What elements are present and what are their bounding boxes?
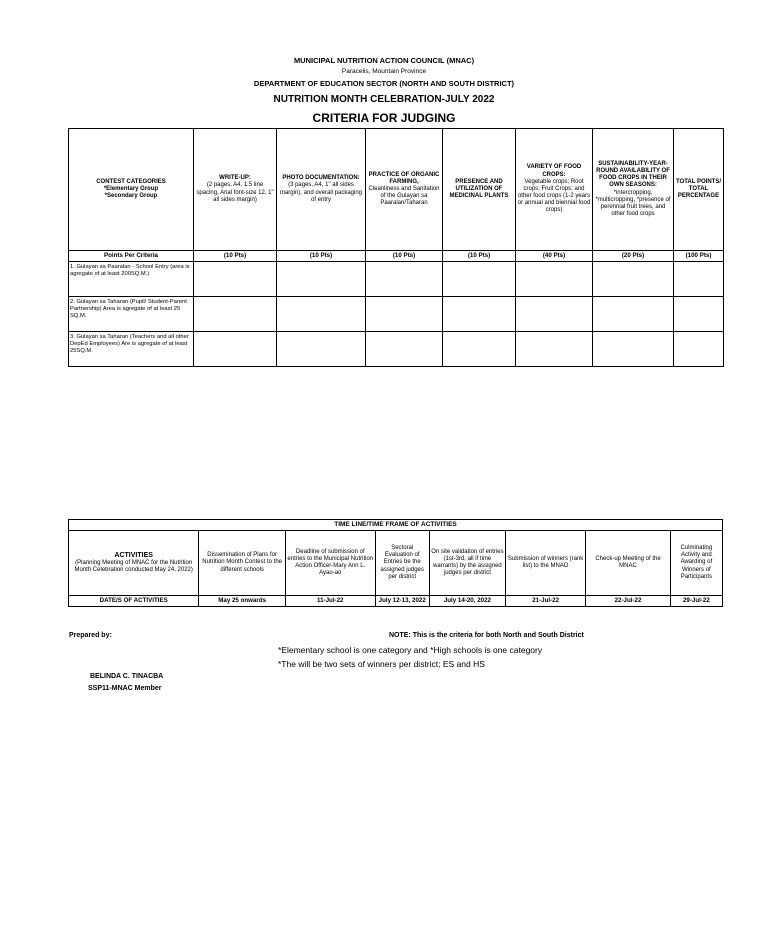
entry-label: 2. Gulayan sa Taharan (Pupil/ Student-Parent Partnership) Area is agregate of at least 25 SQ.M. <box>69 297 194 332</box>
note-line: *Elementary school is one category and *High schools is one category <box>278 645 543 655</box>
date-cell: 22-Jul-22 <box>586 596 670 607</box>
location: Paracelis, Mountain Province <box>341 68 427 75</box>
dates-row <box>69 596 723 607</box>
score-cell <box>366 332 443 367</box>
note-heading: NOTE: This is the criteria for both North and South District <box>389 632 584 639</box>
activity-cell: Culminating Activity and Awarding of Winners of Participants <box>670 531 722 596</box>
sustainability-header: SUSTAINABILITY-YEAR-ROUND AVAILABILITY OF FOOD CROPS IN THEIR OWN SEASONS: *intercropping, *multicropping, *presence of perennial fruit trees, and other food crops <box>593 129 674 251</box>
score-cell <box>277 332 366 367</box>
table-row <box>69 262 724 297</box>
score-cell <box>674 262 724 297</box>
score-cell <box>443 332 516 367</box>
entry-label: 1. Gulayan sa Paaralan - School Entry (area is agregate of at least 200SQ.M.) <box>69 262 194 297</box>
activity-cell: Dissemination of Plans for Nutrition Month Contest to the different schools <box>199 531 286 596</box>
food-crops-header: VARIETY OF FOOD CROPS: Vegetable crops; Root crops; Fruit Crops; and other food crops (1-2 years or annual and biennial food crops) <box>516 129 593 251</box>
score-cell <box>443 297 516 332</box>
photo-documentation-header: PHOTO DOCUMENTATION: (3 pages, A4, 1" all sides margin), and overall packaging of entry <box>277 129 366 251</box>
activity-cell: Sectoral Evaluation of Entries be the assigned judges per district <box>375 531 429 596</box>
date-cell: 21-Jul-22 <box>505 596 585 607</box>
score-cell <box>366 262 443 297</box>
council-name: MUNICIPAL NUTRITION ACTION COUNCIL (MNAC) <box>293 56 475 65</box>
date-cell: 29-Jul-22 <box>670 596 722 607</box>
score-cell <box>593 332 674 367</box>
note-line: *The will be two sets of winners per district; ES and HS <box>278 659 485 669</box>
write-up-header: WRITE-UP: (2 pages, A4, 1.5 line spacing, Arial font-size 12, 1" all sides margin) <box>194 129 277 251</box>
score-cell <box>194 297 277 332</box>
event-title: NUTRITION MONTH CELEBRATION-JULY 2022 <box>273 94 495 105</box>
date-cell: July 14-20, 2022 <box>429 596 505 607</box>
points-cell: (40 Pts) <box>516 251 593 262</box>
points-label: Points Per Criteria <box>69 251 194 262</box>
score-cell <box>593 297 674 332</box>
score-cell <box>516 297 593 332</box>
points-cell: (10 Pts) <box>194 251 277 262</box>
organic-farming-header: PRACTICE OF ORGANIC FARMING, Cleanliness and Sanitation of the Gulayan sa Paaralan/Taharan <box>366 129 443 251</box>
score-cell <box>194 332 277 367</box>
activity-cell: On site validation of entries (1st-3rd, all if time warrants) by the assigned judges per district <box>429 531 505 596</box>
signatory-name: BELINDA C. TINACBA <box>90 673 164 680</box>
table-row <box>69 297 724 332</box>
department: DEPARTMENT OF EDUCATION SECTOR (NORTH AND SOUTH DISTRICT) <box>253 79 515 88</box>
timeline-title-row <box>69 520 723 531</box>
points-cell: (10 Pts) <box>443 251 516 262</box>
score-cell <box>674 332 724 367</box>
criteria-header-row <box>69 129 724 251</box>
signatory-title: SSP11-MNAC Member <box>88 685 162 692</box>
total-points-header: TOTAL POINTS/ TOTAL PERCENTAGE <box>674 129 724 251</box>
activities-header: ACTIVITIES (Planning Meeting of MNAC for the Nutrition Month Celebration conducted May 24, 2022) <box>69 531 199 596</box>
activity-cell: Deadline of submission of entries to the Municipal Nutrition Action Officer-Mary Ann L. Ayao-ao <box>285 531 375 596</box>
score-cell <box>516 332 593 367</box>
page-title: CRITERIA FOR JUDGING <box>312 111 456 125</box>
score-cell <box>277 262 366 297</box>
dates-label: DATE/S OF ACTIVITIES <box>69 596 199 607</box>
date-cell: May 25 onwards <box>199 596 286 607</box>
activities-row <box>69 531 723 596</box>
contest-categories-header: CONTEST CATEGORIES *Elementary Group *Secondary Group <box>69 129 194 251</box>
timeline-title: TIME LINE/TIME FRAME OF ACTIVITIES <box>69 520 723 531</box>
points-row <box>69 251 724 262</box>
criteria-table <box>68 128 724 367</box>
medicinal-plants-header: PRESENCE AND UTILIZATION OF MEDICINAL PLANTS <box>443 129 516 251</box>
score-cell <box>194 262 277 297</box>
score-cell <box>516 262 593 297</box>
score-cell <box>366 297 443 332</box>
activity-cell: Check-up Meeting of the MNAC <box>586 531 670 596</box>
score-cell <box>674 297 724 332</box>
score-cell <box>443 262 516 297</box>
score-cell <box>593 262 674 297</box>
points-cell: (10 Pts) <box>277 251 366 262</box>
date-cell: 11-Jul-22 <box>285 596 375 607</box>
score-cell <box>277 297 366 332</box>
timeline-table <box>68 519 723 607</box>
points-cell: (20 Pts) <box>593 251 674 262</box>
points-cell: (10 Pts) <box>366 251 443 262</box>
activity-cell: Submission of winners (rank list) to the MNAO <box>505 531 585 596</box>
points-cell: (100 Pts) <box>674 251 724 262</box>
entry-label: 3. Gulayan sa Taharan (Teachers and all other DepEd Employees) Are is agregate of at least 25SQ.M. <box>69 332 194 367</box>
table-row <box>69 332 724 367</box>
date-cell: July 12-13, 2022 <box>375 596 429 607</box>
prepared-by-label: Prepared by: <box>69 632 112 639</box>
